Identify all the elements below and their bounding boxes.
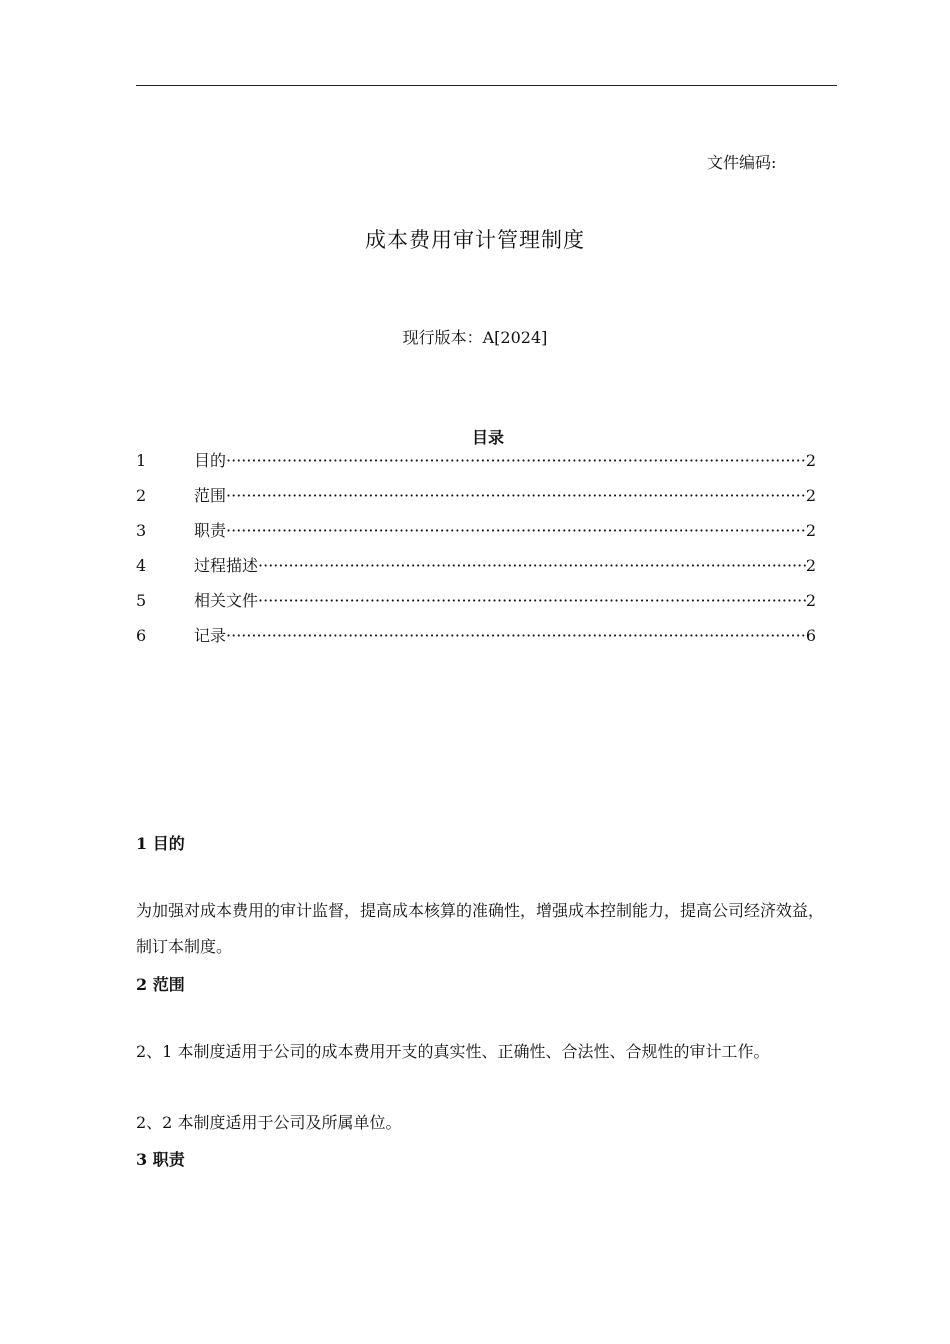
toc-leader-dots	[226, 520, 806, 555]
toc-heading: 目录	[471, 428, 504, 447]
toc-item[interactable]	[136, 520, 816, 555]
section-heading-purpose: 1 目的	[136, 834, 185, 853]
toc-leader-dots	[226, 485, 806, 520]
toc-leader-dots	[226, 625, 806, 660]
toc-item[interactable]	[136, 590, 816, 625]
toc-item-number: 4	[136, 556, 147, 575]
toc-item[interactable]	[136, 450, 816, 485]
toc-item-label: 记录	[194, 626, 227, 645]
table-of-contents	[136, 450, 816, 660]
section-heading-duties: 3 职责	[136, 1150, 185, 1169]
toc-leader-dots	[258, 590, 806, 625]
toc-item-number: 2	[136, 486, 147, 505]
document-title: 成本费用审计管理制度	[365, 228, 585, 252]
toc-item[interactable]	[136, 485, 816, 520]
toc-item-label: 职责	[194, 521, 227, 540]
scope-item-1: 2、1 本制度适用于公司的成本费用开支的真实性、正确性、合法性、合规性的审计工作。	[136, 1042, 770, 1061]
toc-item-page: 2	[805, 521, 816, 540]
toc-item-page: 2	[805, 451, 816, 470]
toc-item-label: 目的	[194, 451, 227, 470]
toc-item-page: 6	[805, 626, 816, 645]
purpose-paragraph: 为加强对成本费用的审计监督，提高成本核算的准确性，增强成本控制能力，提高公司经济效益，制订本制度。	[136, 901, 825, 956]
toc-item-page: 2	[805, 556, 816, 575]
header-rule	[136, 85, 837, 86]
scope-item-2: 2、2 本制度适用于公司及所属单位。	[136, 1113, 402, 1132]
toc-item-number: 1	[136, 451, 147, 470]
toc-item-label: 范围	[194, 486, 227, 505]
toc-item-label: 过程描述	[194, 556, 259, 575]
toc-item[interactable]	[136, 625, 816, 660]
toc-item-number: 5	[136, 591, 147, 610]
toc-item-label: 相关文件	[194, 591, 259, 610]
toc-leader-dots	[226, 450, 806, 485]
toc-item-number: 6	[136, 626, 147, 645]
toc-item[interactable]	[136, 555, 816, 590]
version-label: 现行版本：A[2024]	[402, 328, 548, 347]
toc-item-page: 2	[805, 486, 816, 505]
toc-leader-dots	[258, 555, 806, 590]
document-code-label: 文件编码:	[707, 153, 777, 172]
toc-item-number: 3	[136, 521, 147, 540]
section-heading-scope: 2 范围	[136, 975, 185, 994]
toc-item-page: 2	[805, 591, 816, 610]
